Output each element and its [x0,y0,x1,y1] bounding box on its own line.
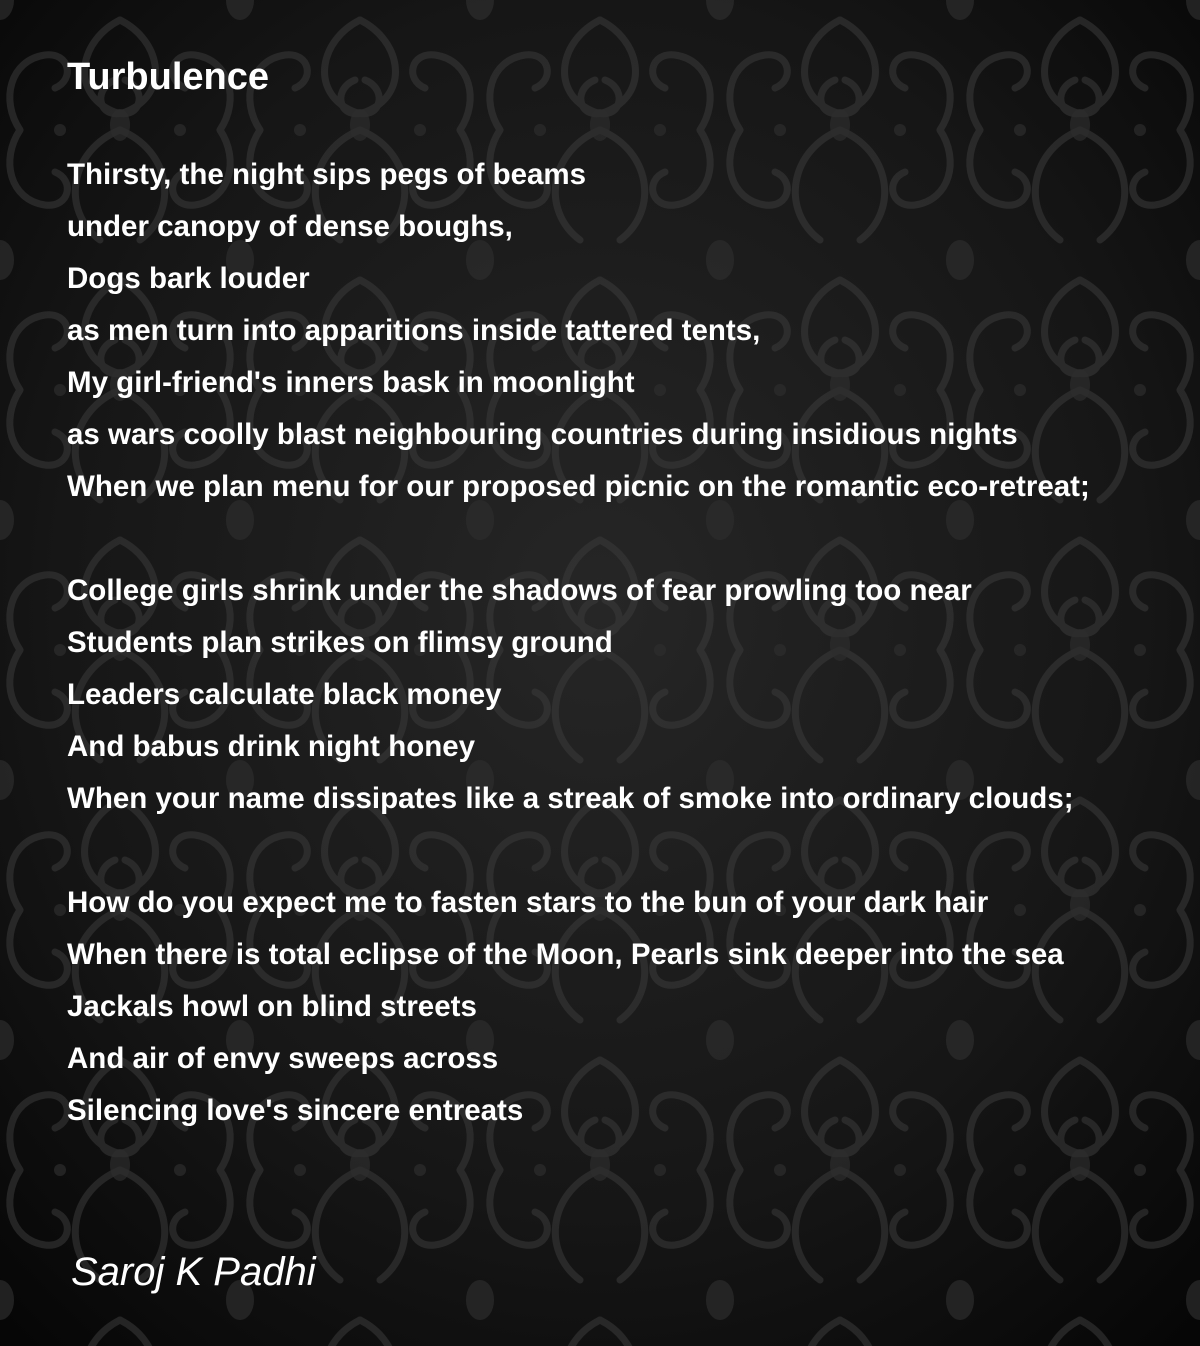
poem-line: Leaders calculate black money [67,678,502,711]
poem-line: And air of envy sweeps across [67,1042,499,1075]
poem-line: My girl-friend's inners bask in moonlight [67,366,635,399]
poem-line: Silencing love's sincere entreats [67,1094,524,1127]
poem-line: as men turn into apparitions inside tattered tents, [67,314,761,347]
poem-line: Students plan strikes on flimsy ground [67,626,613,659]
poem-line: How do you expect me to fasten stars to the bun of your dark hair [67,886,989,919]
poem-body [67,149,1192,1189]
poem-line: under canopy of dense boughs, [67,210,513,243]
poem-line: When we plan menu for our proposed picnic on the romantic eco-retreat; [67,470,1090,503]
poem-line: And babus drink night honey [67,730,476,763]
poem-title: Turbulence [67,56,269,98]
poem-line: College girls shrink under the shadows of fear prowling too near [67,574,972,607]
poem-author: Saroj K Padhi [71,1250,316,1294]
poem-line: Jackals howl on blind streets [67,990,477,1023]
stanza-2 [67,565,1192,825]
stanza-3 [67,877,1192,1137]
poem-line: When your name dissipates like a streak of smoke into ordinary clouds; [67,782,1074,815]
poem-line: Dogs bark louder [67,262,310,295]
stanza-1 [67,149,1192,513]
poem-line: Thirsty, the night sips pegs of beams [67,158,587,191]
poem-line: as wars coolly blast neighbouring countries during insidious nights [67,418,1018,451]
poem-line: When there is total eclipse of the Moon, Pearls sink deeper into the sea [67,938,1064,971]
